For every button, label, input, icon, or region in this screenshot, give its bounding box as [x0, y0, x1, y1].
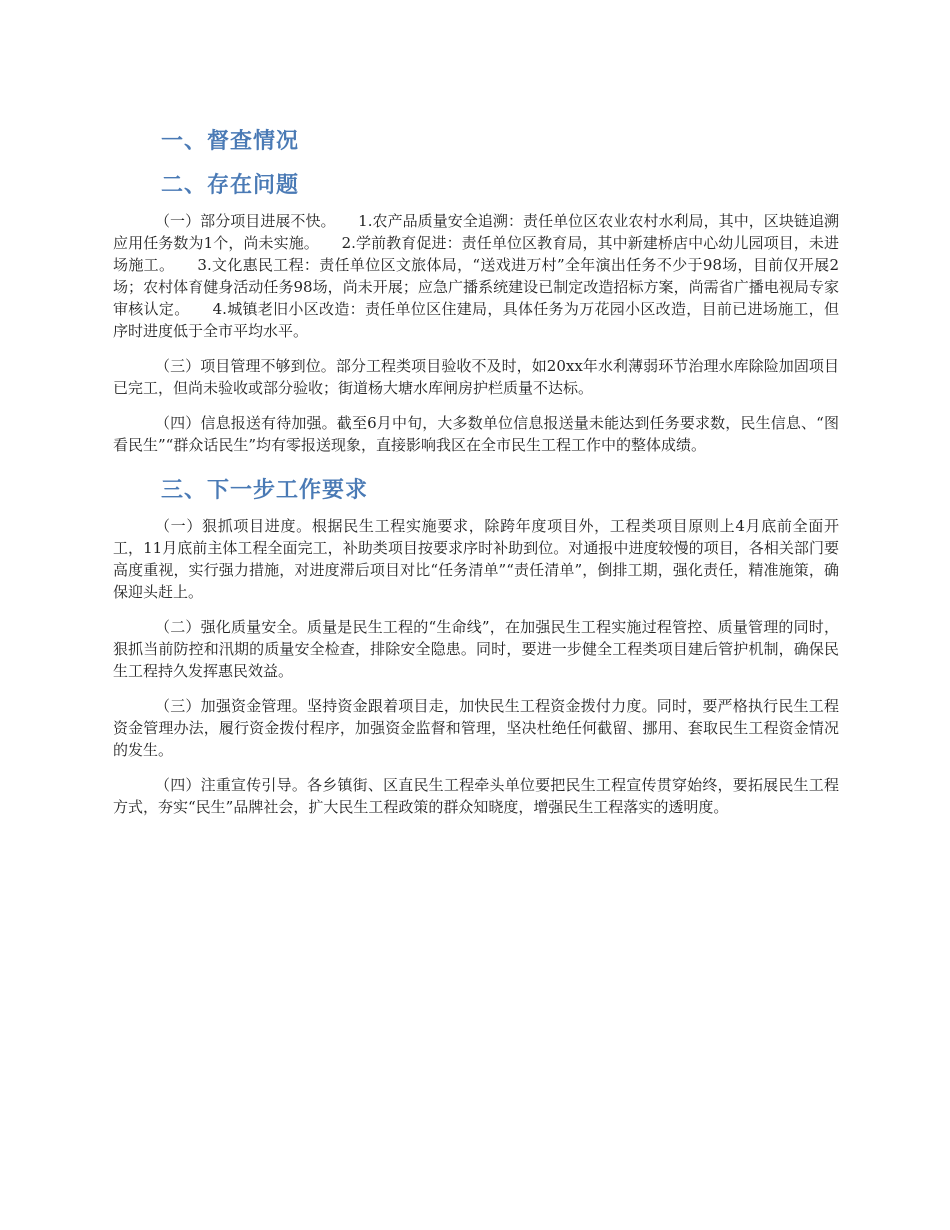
paragraph-project-management: （三）项目管理不够到位。部分工程类项目验收不及时，如20xx年水利薄弱环节治理水库除险加固项目已完工，但尚未验收或部分验收；街道杨大塘水库闸房护栏质量不达标。 [113, 357, 839, 397]
section-heading-next-steps: 三、下一步工作要求 [161, 478, 369, 503]
section-heading-inspection: 一、督查情况 [161, 129, 300, 154]
paragraph-quality-safety: （二）强化质量安全。质量是民生工程的“生命线”，在加强民生工程实施过程管控、质量管理的同时，狠抓当前防控和汛期的质量安全检查，排除安全隐患。同时，要进一步健全工程类项目建后管护机制，确保民生工程持久发挥惠民效益。 [113, 618, 839, 680]
paragraph-info-reporting: （四）信息报送有待加强。截至6月中旬，大多数单位信息报送量未能达到任务要求数，民生信息、“图看民生”“群众话民生”均有零报送现象，直接影响我区在全市民生工程工作中的整体成绩。 [113, 414, 839, 454]
paragraph-slow-progress: （一）部分项目进展不快。 1.农产品质量安全追溯：责任单位区农业农村水利局，其中，区块链追溯应用任务数为1个，尚未实施。 2.学前教育促进：责任单位区教育局，其中新建桥店中心幼儿园项目，未进场施工。 3.文化惠民工程：责任单位区文旅体局，“送戏进万村”全年演出任务不少于98场，目前仅开展2场；农村体育健身活动任务98场，尚未开展；应急广播系统建设已制定改造招标方案，尚需省广播电视局专家审核认定。 4.城镇老旧小区改造：责任单位区住建局，具体任务为万花园小区改造，目前已进场施工，但序时进度低于全市平均水平。 [113, 212, 839, 340]
document-page [113, 120, 839, 831]
section-heading-problems: 二、存在问题 [161, 173, 300, 198]
paragraph-project-progress: （一）狠抓项目进度。根据民生工程实施要求，除跨年度项目外，工程类项目原则上4月底前全面开工，11月底前主体工程全面完工，补助类项目按要求序时补助到位。对通报中进度较慢的项目，各相关部门要高度重视，实行强力措施，对进度滞后项目对比“任务清单”“责任清单”，倒排工期，强化责任，精准施策，确保迎头赶上。 [113, 517, 839, 601]
paragraph-publicity: （四）注重宣传引导。各乡镇街、区直民生工程牵头单位要把民生工程宣传贯穿始终，要拓展民生工程方式，夯实“民生”品牌社会，扩大民生工程政策的群众知晓度，增强民生工程落实的透明度。 [113, 776, 839, 816]
paragraph-fund-management: （三）加强资金管理。坚持资金跟着项目走，加快民生工程资金拨付力度。同时，要严格执行民生工程资金管理办法，履行资金拨付程序，加强资金监督和管理，坚决杜绝任何截留、挪用、套取民生工程资金情况的发生。 [113, 697, 839, 759]
